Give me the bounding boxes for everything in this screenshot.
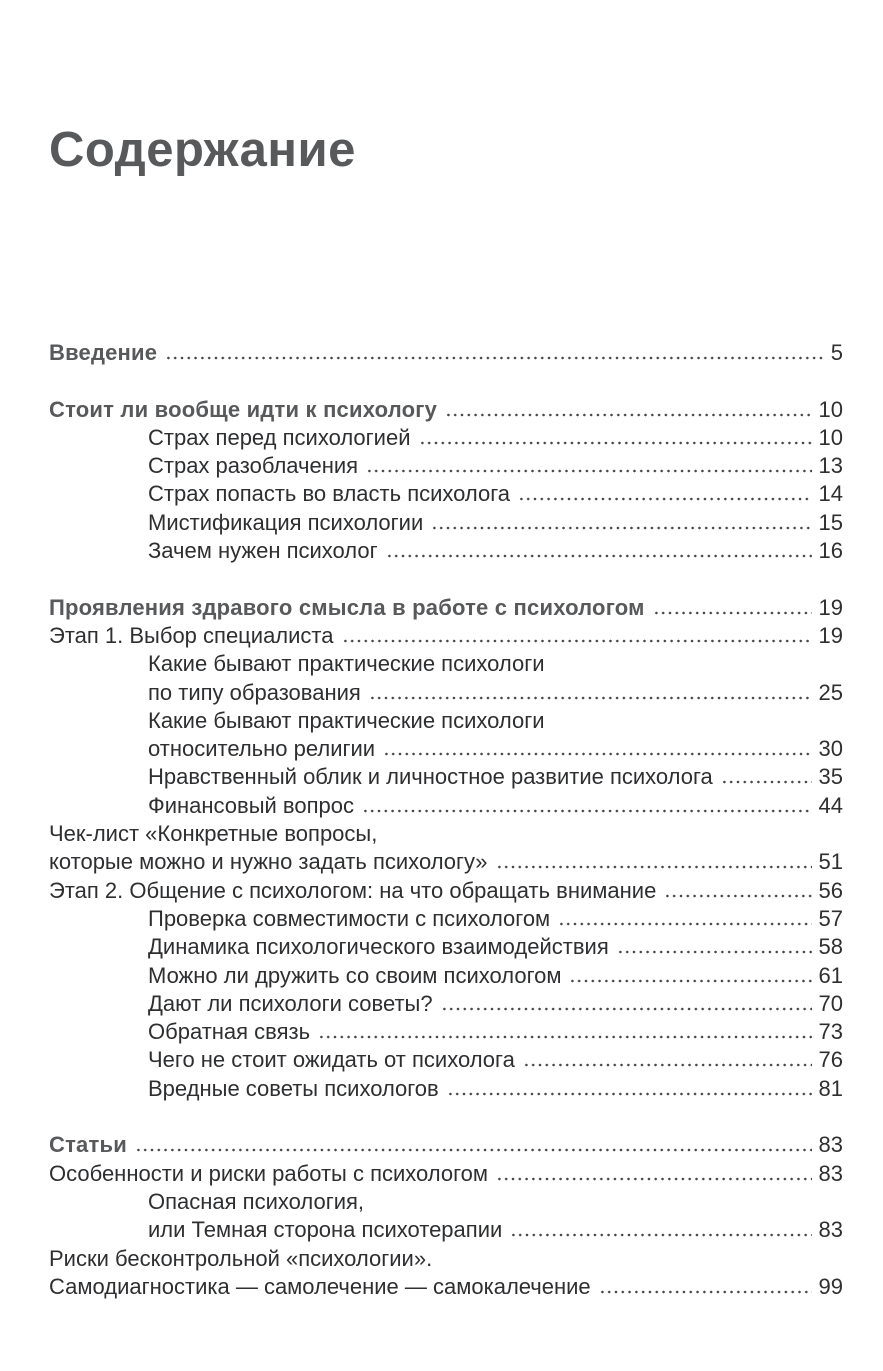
toc-entry-page-number: 16 <box>818 538 843 564</box>
toc-entry <box>49 594 843 622</box>
dot-leader <box>165 356 824 360</box>
toc-entry-title: Опасная психология, <box>148 1188 365 1214</box>
dot-leader <box>569 979 811 983</box>
toc-entry-page-number: 35 <box>818 764 843 790</box>
toc-entry-page-number: 76 <box>818 1047 843 1073</box>
toc-entry-page-number: 61 <box>818 962 843 988</box>
toc-entry-page-number: 14 <box>818 481 843 507</box>
toc-entry <box>49 339 843 367</box>
dot-leader <box>558 922 811 926</box>
dot-leader <box>369 696 812 700</box>
toc-entry-title: Этап 1. Выбор специалиста <box>49 622 334 648</box>
toc-entry <box>49 820 843 848</box>
toc-entry-title: относительно религии <box>148 736 376 762</box>
toc-entry-title: Нравственный облик и личностное развитие психолога <box>148 764 713 790</box>
dot-leader <box>362 809 812 813</box>
toc-entry <box>49 1273 843 1301</box>
toc-entry-title: Какие бывают практические психологи <box>148 707 545 733</box>
page-title: Содержание <box>49 123 356 177</box>
dot-leader <box>441 1007 812 1011</box>
dot-leader <box>617 950 812 954</box>
dot-leader <box>510 1233 811 1237</box>
toc-entry <box>49 877 843 905</box>
toc-entry-page-number: 81 <box>818 1075 843 1101</box>
toc-entry <box>49 1131 843 1159</box>
toc-entry-page-number: 10 <box>818 424 843 450</box>
toc-entry <box>49 509 843 537</box>
toc-entry-title: Этап 2. Общение с психологом: на что обращать внимание <box>49 877 657 903</box>
toc-entry-title: Риски бесконтрольной «психологии». <box>49 1245 433 1271</box>
toc-entry <box>49 763 843 791</box>
toc-entry <box>49 1046 843 1074</box>
dot-leader <box>386 554 812 558</box>
toc-entry-page-number: 15 <box>818 509 843 535</box>
dot-leader <box>445 413 811 417</box>
toc-entry <box>49 537 843 565</box>
toc-entry <box>49 848 843 876</box>
toc-entry <box>49 622 843 650</box>
toc-entry-title: Зачем нужен психолог <box>148 538 378 564</box>
dot-leader <box>318 1035 811 1039</box>
toc-list <box>49 339 843 1301</box>
toc-entry-title: Статьи <box>49 1132 127 1158</box>
toc-entry-title: Мистификация психологии <box>148 509 424 535</box>
toc-entry-page-number: 56 <box>818 877 843 903</box>
dot-leader <box>523 1063 812 1067</box>
toc-entry-page-number: 19 <box>818 594 843 620</box>
toc-entry <box>49 1075 843 1103</box>
dot-leader <box>664 894 811 898</box>
toc-entry-title: Стоит ли вообще идти к психологу <box>49 396 438 422</box>
toc-entry <box>49 1018 843 1046</box>
toc-entry <box>49 792 843 820</box>
toc-entry-title: Страх перед психологией <box>148 424 411 450</box>
toc-entry <box>49 396 843 424</box>
toc-entry-page-number: 13 <box>818 453 843 479</box>
toc-entry <box>49 735 843 763</box>
toc-entry-page-number: 83 <box>818 1132 843 1158</box>
toc-entry <box>49 1245 843 1273</box>
toc-entry-page-number: 73 <box>818 1019 843 1045</box>
dot-leader <box>447 1092 812 1096</box>
toc-entry-page-number: 99 <box>818 1273 843 1299</box>
toc-entry <box>49 1160 843 1188</box>
toc-entry <box>49 990 843 1018</box>
dot-leader <box>496 865 812 869</box>
toc-entry-page-number: 25 <box>818 679 843 705</box>
toc-entry-title: Можно ли дружить со своим психологом <box>148 962 562 988</box>
toc-entry <box>49 905 843 933</box>
toc-entry <box>49 679 843 707</box>
dot-leader <box>431 526 811 530</box>
toc-entry-title: Проверка совместимости с психологом <box>148 905 551 931</box>
toc-entry-page-number: 51 <box>818 849 843 875</box>
toc-entry-page-number: 58 <box>818 934 843 960</box>
toc-entry-title: Дают ли психологи советы? <box>148 990 433 1016</box>
toc-entry-page-number: 57 <box>818 905 843 931</box>
toc-entry <box>49 1216 843 1244</box>
toc-entry <box>49 650 843 678</box>
toc-entry-page-number: 83 <box>818 1160 843 1186</box>
dot-leader <box>721 780 812 784</box>
toc-entry-title: Введение <box>49 340 158 365</box>
toc-entry-page-number: 44 <box>818 792 843 818</box>
toc-entry <box>49 962 843 990</box>
toc-entry-title: Чего не стоит ожидать от психолога <box>148 1047 515 1073</box>
toc-entry-page-number: 30 <box>818 736 843 762</box>
toc-entry-page-number: 19 <box>818 622 843 648</box>
toc-entry-page-number: 83 <box>818 1217 843 1243</box>
toc-entry-title: Страх разоблачения <box>148 453 359 479</box>
toc-entry-title: Особенности и риски работы с психологом <box>49 1160 489 1186</box>
toc-entry-page-number: 10 <box>818 396 843 422</box>
toc-entry <box>49 480 843 508</box>
toc-entry <box>49 424 843 452</box>
toc-entry-page-number: 5 <box>830 340 843 365</box>
dot-leader <box>342 639 812 643</box>
dot-leader <box>496 1177 812 1181</box>
dot-leader <box>518 497 812 501</box>
toc-entry-title: Самодиагностика — самолечение — самокалечение <box>49 1273 591 1299</box>
toc-entry-title: Вредные советы психологов <box>148 1075 439 1101</box>
toc-entry-title: или Темная сторона психотерапии <box>148 1217 503 1243</box>
toc-entry-title: по типу образования <box>148 679 361 705</box>
toc-entry-title: которые можно и нужно задать психологу» <box>49 849 488 875</box>
toc-entry-title: Какие бывают практические психологи <box>148 651 545 677</box>
toc-entry-title: Проявления здравого смысла в работе с психологом <box>49 594 645 620</box>
dot-leader <box>653 611 812 615</box>
toc-entry-title: Финансовый вопрос <box>148 792 354 818</box>
toc-entry <box>49 452 843 480</box>
dot-leader <box>135 1148 812 1152</box>
toc-entry-title: Динамика психологического взаимодействия <box>148 934 609 960</box>
toc-entry-title: Страх попасть во власть психолога <box>148 481 510 507</box>
dot-leader <box>366 469 811 473</box>
toc-entry <box>49 1188 843 1216</box>
dot-leader <box>383 752 811 756</box>
dot-leader <box>419 441 812 445</box>
toc-entry-page-number: 70 <box>818 990 843 1016</box>
toc-entry-title: Обратная связь <box>148 1019 311 1045</box>
dot-leader <box>599 1290 812 1294</box>
toc-entry-title: Чек-лист «Конкретные вопросы, <box>49 821 378 847</box>
toc-entry <box>49 707 843 735</box>
toc-entry <box>49 933 843 961</box>
